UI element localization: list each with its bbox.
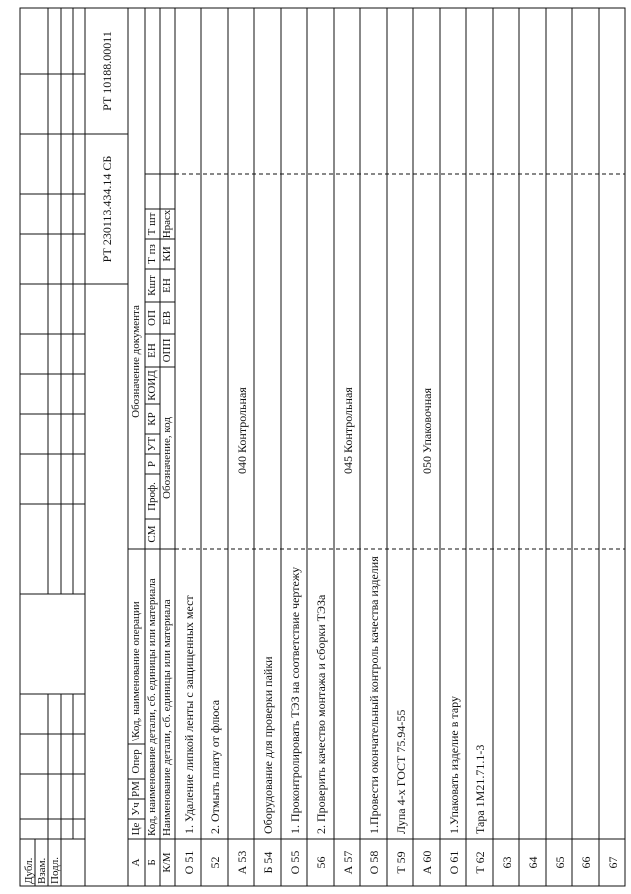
row-number: 63	[500, 856, 514, 869]
row-text: 2. Проверить качество монтажа и сборки ТЭЗа	[314, 594, 328, 834]
row-number: 65	[553, 856, 567, 869]
row-number: 56	[314, 856, 328, 869]
hdr-tpz: Т пз	[146, 244, 158, 264]
hdr-opp: ОПП	[161, 338, 173, 363]
hdr-nrash: Нрасх	[161, 209, 173, 239]
hdr-sm: СМ	[146, 525, 158, 543]
doc-designation: РТ 230113.434.14 СБ	[100, 155, 114, 263]
hdr-rm: РМ	[130, 781, 142, 797]
hdr-operation-name: \Код, наименование операции	[130, 601, 142, 741]
row-text: 1.Провести окончательный контроль качества изделия	[367, 556, 381, 834]
row-number: 52	[208, 856, 222, 869]
hdr-op: ОП	[146, 310, 158, 326]
hdr-prof: Проф.	[146, 482, 158, 511]
hdr-code-label: Обозначение, код	[161, 417, 173, 499]
row-number: 67	[606, 856, 620, 869]
row-text: Оборудование для проверки пайки	[261, 656, 275, 834]
hdr-line-km: Наименование детали, сб. единицы или материала	[161, 599, 173, 836]
row-number: А 60	[420, 850, 434, 875]
hdr-line-b: Код, наименование детали, сб. единицы или материала	[146, 578, 158, 836]
row-number: Т 62	[473, 851, 487, 874]
row-operation-title: 040 Контрольная	[235, 387, 249, 474]
marker-a: А	[130, 858, 142, 867]
row-text: Тара 1М21.71.1-3	[473, 744, 487, 834]
hdr-r: Р	[146, 460, 158, 468]
row-number: Т 59	[394, 851, 408, 874]
hdr-en: ЕН	[146, 343, 158, 358]
row-operation-title: 045 Контрольная	[341, 387, 355, 474]
hdr-ki: КИ	[161, 246, 173, 262]
hdr-uch: Уч	[130, 802, 142, 816]
row-text: Лупа 4-х ГОСТ 75.94-55	[394, 709, 408, 834]
hdr-koid: КОИД	[146, 370, 158, 401]
row-text: 2. Отмыть плату от флюса	[208, 699, 222, 834]
hdr-tsht: Т шт	[146, 212, 158, 236]
stamp-podl-label: Подл.	[49, 857, 61, 884]
row-operation-title: 050 Упаковочная	[420, 388, 434, 474]
hdr-ev: ЕВ	[161, 310, 173, 326]
stamp-dubl-label: Дубл.	[23, 857, 35, 884]
marker-b: Б	[146, 859, 158, 866]
row-number: 64	[526, 856, 540, 869]
doc-code: РТ 10188.00011	[100, 31, 114, 111]
hdr-ksht: Кшт	[146, 275, 158, 296]
row-number: О 61	[447, 850, 461, 875]
hdr-doc-designation-title: Обозначение документа	[130, 305, 142, 418]
hdr-tse: Це	[130, 822, 142, 836]
row-number: О 55	[288, 850, 302, 875]
stamp-vzam-label: Взам.	[36, 857, 48, 884]
hdr-kr: КР	[146, 412, 158, 426]
row-number: Б 54	[261, 851, 275, 874]
row-text: 1. Проконтролировать ТЭЗ на соответствие чертежу	[288, 566, 302, 834]
row-text: 1. Удаление липкой ленты с защищенных мест	[182, 595, 196, 834]
hdr-oper: Опер	[130, 749, 142, 774]
hdr-ut: УТ	[146, 436, 158, 452]
row-number: 66	[579, 856, 593, 869]
row-text: 1.Упаковать изделие в тару	[447, 696, 461, 834]
row-number: О 58	[367, 850, 381, 875]
marker-km: К/М	[161, 852, 173, 873]
hdr-en2: ЕН	[161, 278, 173, 293]
row-number: А 53	[235, 850, 249, 875]
row-number: А 57	[341, 850, 355, 875]
row-number: О 51	[182, 850, 196, 875]
